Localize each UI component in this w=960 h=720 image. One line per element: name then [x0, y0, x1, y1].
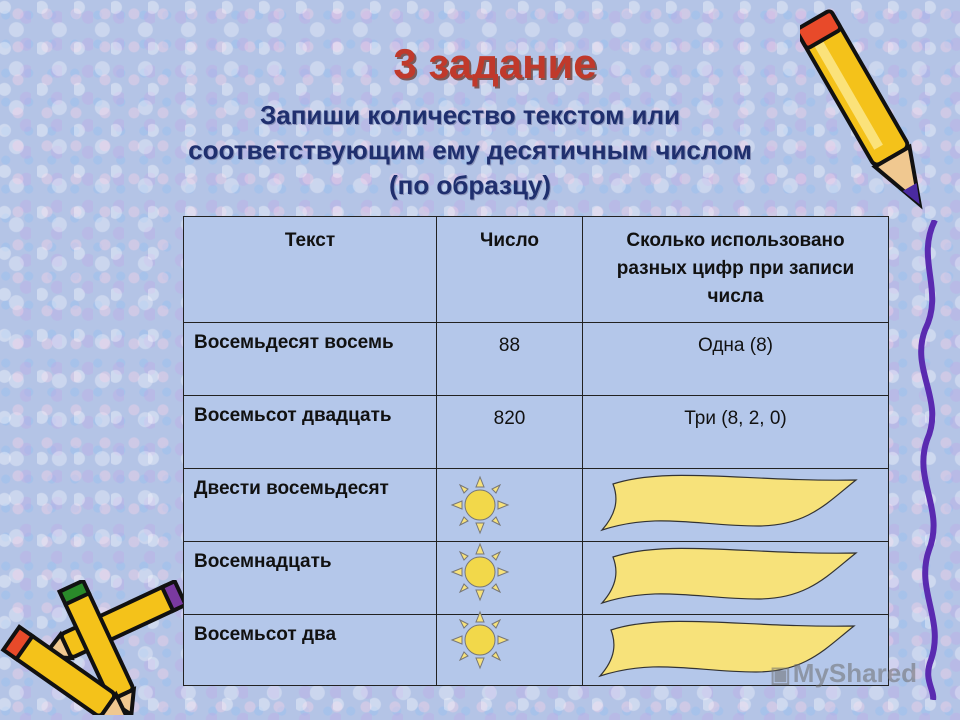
instruction-line-2: соответствующим ему десятичным числом — [188, 135, 752, 165]
sun-icon[interactable] — [450, 542, 510, 602]
header-text: Текст — [184, 217, 437, 323]
row-digits: Одна (8) — [583, 323, 889, 396]
pencils-icon — [0, 580, 195, 715]
sun-icon[interactable] — [450, 610, 510, 670]
pencil-icon — [800, 0, 950, 235]
watermark — [770, 658, 917, 689]
row-number: 820 — [437, 396, 583, 469]
ribbon-cover[interactable] — [598, 545, 860, 605]
wavy-line-decoration — [905, 220, 955, 700]
sun-icon[interactable] — [450, 475, 510, 535]
row-text: Восемьдесят восемь — [184, 323, 437, 396]
instruction-line-1: Запиши количество текстом или — [259, 100, 681, 130]
slide-title: 3 задание — [393, 40, 597, 87]
ribbon-cover[interactable] — [598, 472, 860, 532]
header-digits: Сколько использовано разных цифр при записи числа — [583, 217, 889, 323]
table-row — [184, 396, 889, 469]
task-table — [183, 216, 889, 686]
table-header-row — [184, 217, 889, 323]
row-digits: Три (8, 2, 0) — [583, 396, 889, 469]
row-text: Восемнадцать — [184, 542, 437, 615]
row-text: Двести восемьдесят — [184, 469, 437, 542]
header-number: Число — [437, 217, 583, 323]
table-row — [184, 323, 889, 396]
task-instruction — [150, 98, 790, 203]
instruction-line-3: (по образцу) — [388, 170, 552, 200]
row-text: Восемьсот два — [184, 615, 437, 686]
watermark-logo-icon: ▣ — [770, 662, 791, 687]
row-text: Восемьсот двадцать — [184, 396, 437, 469]
watermark-text: MyShared — [792, 658, 918, 688]
row-number: 88 — [437, 323, 583, 396]
